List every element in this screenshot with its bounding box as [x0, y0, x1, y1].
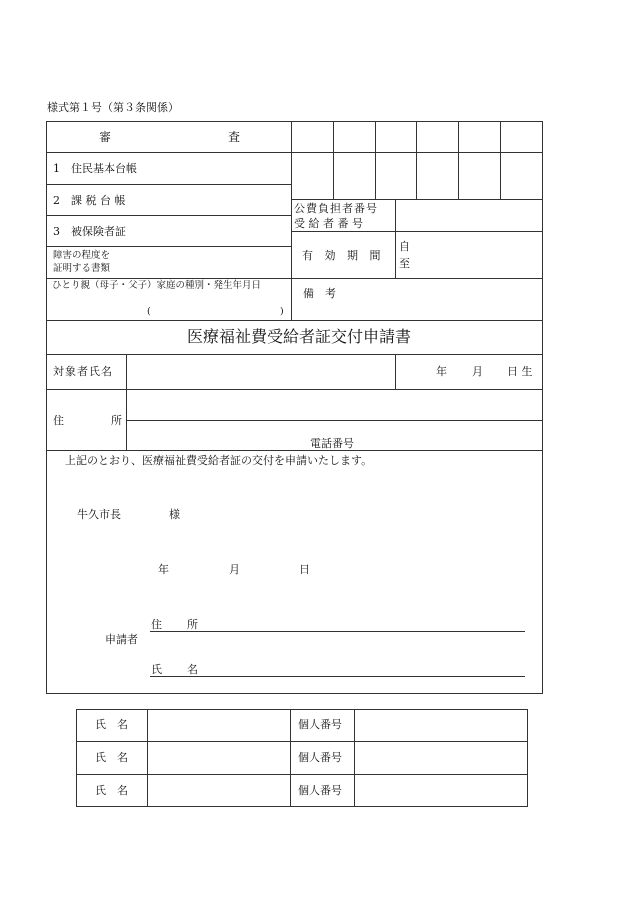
address-field[interactable] — [128, 391, 542, 419]
review-item-tax-register: 2 課 税 台 帳 — [53, 194, 126, 207]
family-name-label: 氏 名 — [95, 784, 128, 797]
family-name-field[interactable] — [149, 776, 289, 806]
review-row-line — [46, 215, 291, 216]
applicant-name-label-1: 氏 — [151, 663, 162, 676]
subject-name-label: 対象者氏名 — [53, 365, 113, 378]
disability-document-label-2: 証明する書類 — [53, 263, 111, 274]
title-top-line — [46, 320, 543, 321]
title-bottom-line — [46, 354, 543, 355]
personal-number-field[interactable] — [356, 711, 526, 740]
stamp-grid-line — [333, 121, 334, 199]
addressee-honorific: 様 — [169, 508, 180, 521]
validity-from-label: 自 — [399, 240, 410, 253]
review-row-line — [46, 152, 291, 153]
applicant-address-label-2: 所 — [187, 618, 198, 631]
number-row-line — [291, 231, 543, 232]
family-table-col-line — [290, 709, 291, 807]
review-header-left: 審 — [99, 130, 112, 144]
applicant-label: 申請者 — [105, 633, 138, 646]
validity-period-label: 有 効 期 間 — [302, 249, 385, 262]
date-month-label: 月 — [229, 563, 240, 576]
applicant-address-line[interactable] — [150, 631, 525, 632]
stamp-grid-line — [500, 121, 501, 199]
addressee-mayor: 牛久市長 — [77, 508, 121, 521]
application-statement: 上記のとおり、医療福祉費受給者証の交付を申請いたします。 — [65, 454, 373, 467]
form-number: 様式第１号（第３条関係） — [47, 101, 179, 114]
applicant-address-label-1: 住 — [151, 618, 162, 631]
disability-document-label: 障害の程度を — [53, 250, 111, 261]
family-name-label: 氏 名 — [95, 718, 128, 731]
review-row-line — [46, 184, 291, 185]
birthdate-divider — [395, 354, 396, 389]
payer-number-field[interactable] — [396, 200, 542, 230]
review-row-line — [46, 278, 291, 279]
single-parent-paren-close: ) — [280, 306, 284, 317]
address-label-2: 所 — [111, 414, 122, 427]
personal-number-label: 個人番号 — [298, 751, 342, 764]
name-row-bottom-line — [46, 389, 543, 390]
review-item-resident-register: 1 住民基本台帳 — [53, 162, 137, 175]
personal-number-field[interactable] — [356, 776, 526, 806]
address-mid-line — [126, 420, 543, 421]
personal-number-label: 個人番号 — [298, 718, 342, 731]
personal-number-label: 個人番号 — [298, 784, 342, 797]
birth-month-label: 月 — [472, 365, 483, 378]
recipient-number-label: 受 給 者 番 号 — [294, 217, 363, 230]
stamp-grid-line — [375, 121, 376, 199]
family-table-row-line — [76, 741, 528, 742]
validity-to-label: 至 — [399, 257, 410, 270]
birth-day-label: 日 生 — [507, 365, 533, 378]
family-name-label: 氏 名 — [95, 751, 128, 764]
personal-number-field[interactable] — [356, 743, 526, 773]
family-table-row-line — [76, 774, 528, 775]
stamp-grid-line — [416, 121, 417, 199]
label-column-line — [126, 354, 127, 450]
review-header-right: 査 — [228, 130, 241, 144]
family-table-col-line — [147, 709, 148, 807]
applicant-name-label-2: 名 — [187, 663, 198, 676]
stamp-grid-line — [291, 152, 543, 153]
payer-number-label: 公費負担者番号 — [294, 202, 378, 215]
phone-number-label: 電話番号 — [310, 437, 354, 450]
single-parent-paren-open: ( — [147, 306, 151, 317]
review-item-insurance-card: 3 被保険者証 — [53, 225, 126, 238]
date-day-label: 日 — [299, 563, 310, 576]
applicant-name-line[interactable] — [150, 676, 525, 677]
address-label-1: 住 — [53, 414, 64, 427]
remarks-label: 備 考 — [303, 287, 336, 300]
review-divider — [291, 121, 292, 320]
review-row-line — [46, 246, 291, 247]
family-name-field[interactable] — [149, 711, 289, 740]
stamp-grid-line — [458, 121, 459, 199]
single-parent-label: ひとり親（母子・父子）家庭の種別・発生年月日 — [52, 280, 262, 291]
family-name-field[interactable] — [149, 743, 289, 773]
birth-year-label: 年 — [436, 365, 447, 378]
family-table-col-line — [354, 709, 355, 807]
date-year-label: 年 — [158, 563, 169, 576]
address-bottom-line — [46, 450, 543, 451]
form-title: 医療福祉費受給者証交付申請書 — [187, 327, 412, 346]
subject-name-field[interactable] — [128, 356, 394, 388]
validity-row-line — [291, 278, 543, 279]
